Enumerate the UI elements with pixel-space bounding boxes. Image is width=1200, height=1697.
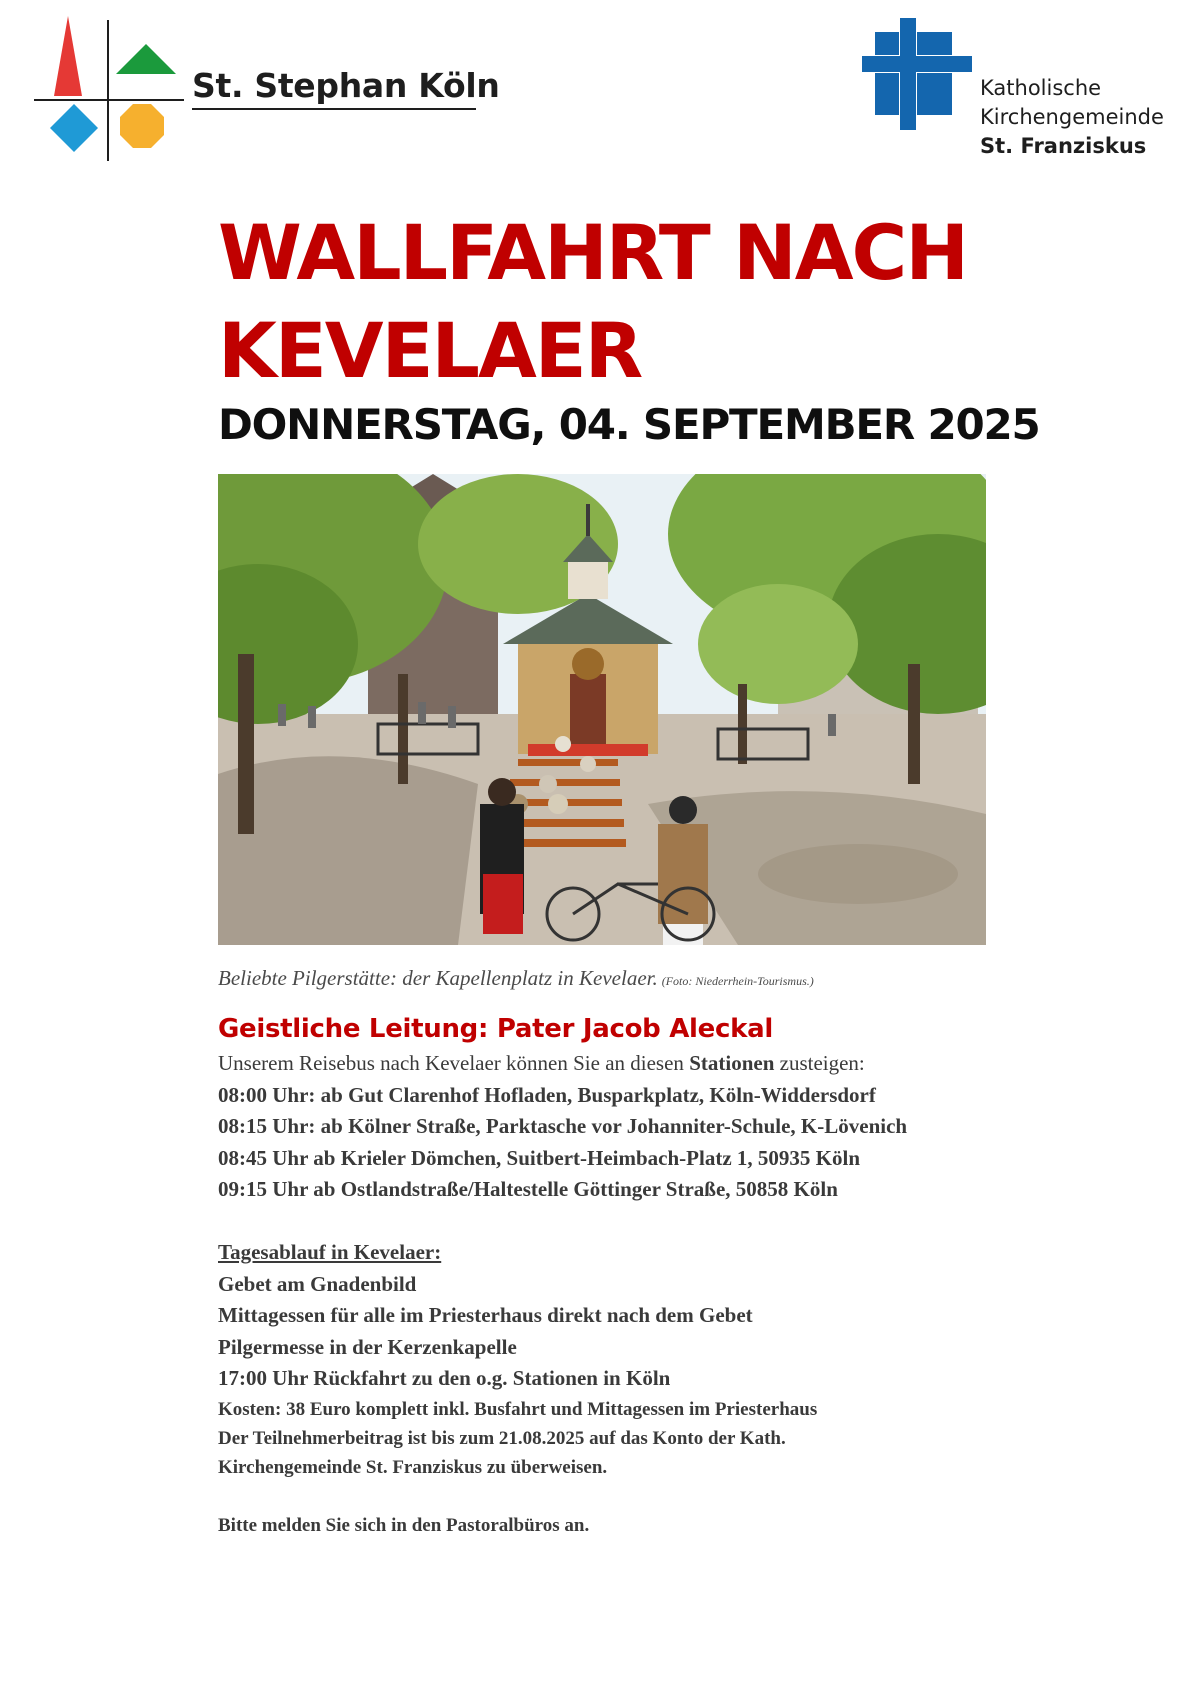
franziskus-line-3: St. Franziskus [980,134,1147,158]
schedule-item-2: Mittagessen für alle im Priesterhaus direkt nach dem Gebet [218,1303,753,1327]
red-triangle-shape [54,16,82,96]
st-stephan-logo [34,16,184,161]
intro-bold: Stationen [689,1051,775,1075]
page-title [218,204,1118,400]
spiritual-leader: Geistliche Leitung: Pater Jacob Aleckal [218,1014,773,1044]
photo-caption [218,966,814,991]
registration-note: Bitte melden Sie sich in den Pastoralbüros an. [218,1514,590,1536]
schedule-item-3: Pilgermesse in der Kerzenkapelle [218,1334,517,1359]
event-date: DONNERSTAG, 04. SEPTEMBER 2025 [218,400,1040,449]
kapellenplatz-photo [218,474,986,945]
schedule-item-1: Gebet am Gnadenbild [218,1271,417,1296]
stations-intro [218,1048,907,1080]
franziskus-cross-logo [862,18,972,130]
station-1: 08:00 Uhr: ab Gut Clarenhof Hofladen, Busparkplatz, Köln-Widdersdorf [218,1082,876,1107]
franziskus-line-1: Katholische [980,76,1102,100]
intro-before: Unserem Reisebus nach Kevelaer können Sie an diesen [218,1051,690,1075]
st-stephan-underline [192,108,476,110]
blue-diamond-shape [50,104,98,152]
title-line-2: KEVELAER [218,306,642,395]
costs-line-1: Kosten: 38 Euro komplett inkl. Busfahrt und Mittagessen im Priesterhaus [218,1398,818,1420]
franziskus-name [980,74,1164,161]
costs-line-2: Der Teilnehmerbeitrag ist bis zum 21.08.2025 auf das Konto der Kath. [218,1427,786,1449]
costs-line-3: Kirchengemeinde St. Franziskus zu überweisen. [218,1456,608,1478]
title-line-1: WALLFAHRT NACH [218,208,967,297]
station-4: 09:15 Uhr ab Ostlandstraße/Haltestelle Göttinger Straße, 50858 Köln [218,1177,838,1201]
yellow-octagon-shape [120,104,164,148]
photo-caption-text: Beliebte Pilgerstätte: der Kapellenplatz in Kevelaer. [218,966,658,990]
schedule-item-4: 17:00 Uhr Rückfahrt zu den o.g. Stationen in Köln [218,1366,671,1390]
station-2: 08:15 Uhr: ab Kölner Straße, Parktasche vor Johanniter-Schule, K-Lövenich [218,1114,908,1138]
green-triangle-shape [116,44,176,74]
intro-after: zusteigen: [774,1051,865,1075]
info-body [218,1048,907,1540]
station-3: 08:45 Uhr ab Krieler Dömchen, Suitbert-Heimbach-Platz 1, 50935 Köln [218,1145,860,1170]
st-stephan-name: St. Stephan Köln [192,66,500,105]
franziskus-line-2: Kirchengemeinde [980,105,1164,129]
schedule-heading: Tagesablauf in Kevelaer: [218,1240,442,1264]
photo-credit: (Foto: Niederrhein-Tourismus.) [661,974,814,988]
